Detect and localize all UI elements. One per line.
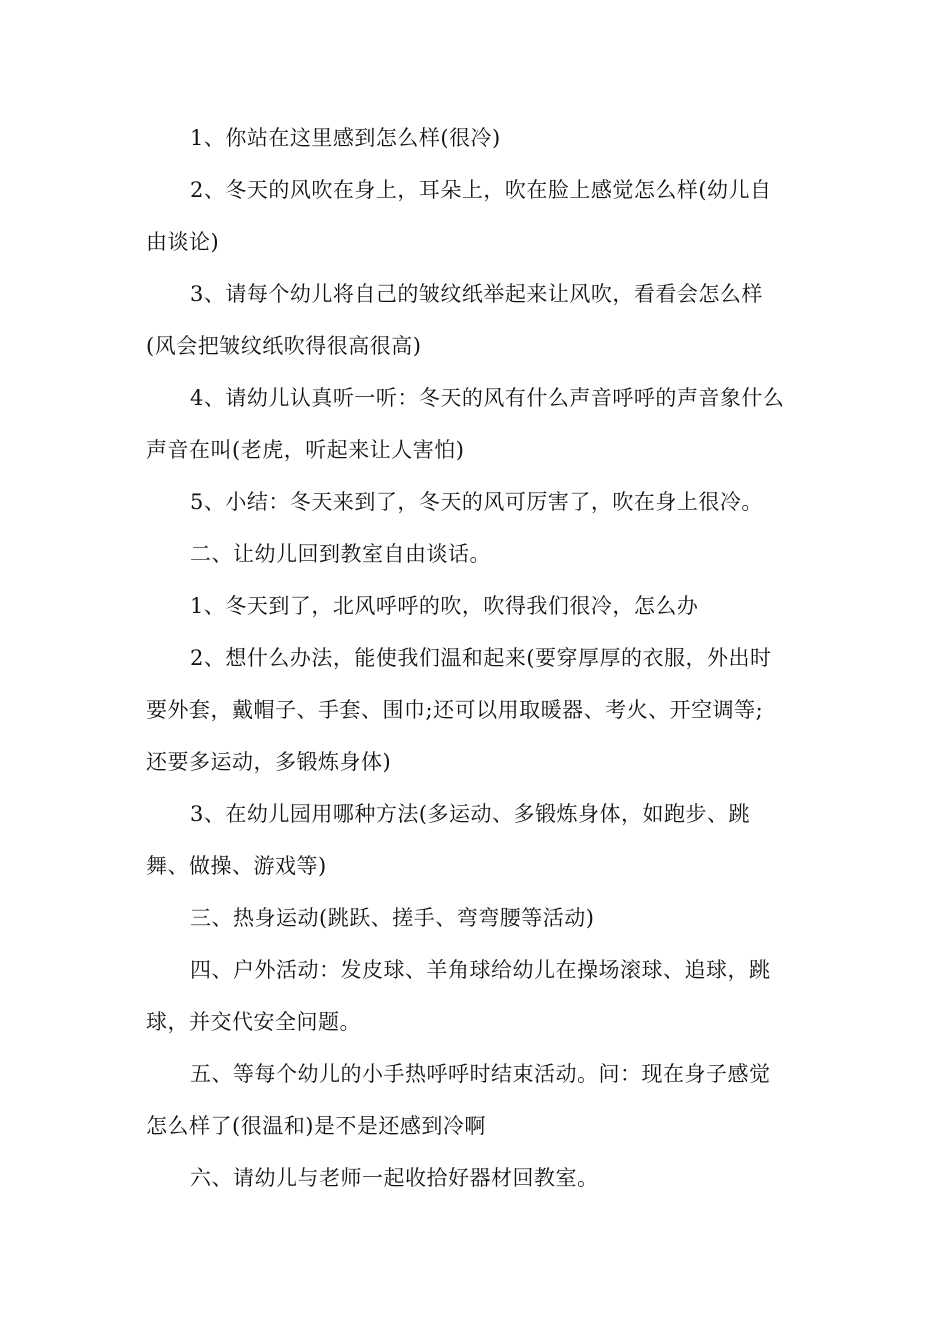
paragraph-line: 六、请幼儿与老师一起收拾好器材回教室。 bbox=[190, 1166, 599, 1190]
paragraph-line: 还要多运动，多锻炼身体) bbox=[146, 750, 392, 774]
paragraph-line: 2、想什么办法，能使我们温和起来(要穿厚厚的衣服，外出时 bbox=[190, 646, 772, 670]
paragraph-line: 二、让幼儿回到教室自由谈话。 bbox=[190, 542, 491, 566]
section-heading bbox=[146, 1048, 808, 1152]
paragraph-line: 由谈论) bbox=[146, 230, 220, 254]
paragraph-line: 3、请每个幼儿将自己的皱纹纸举起来让风吹，看看会怎么样 bbox=[190, 282, 763, 306]
paragraph-line: 1、冬天到了，北风呼呼的吹，吹得我们很冷，怎么办 bbox=[190, 594, 699, 618]
paragraph-line: 怎么样了(很温和)是不是还感到冷啊 bbox=[146, 1114, 486, 1138]
paragraph-line: 1、你站在这里感到怎么样(很冷) bbox=[190, 126, 501, 150]
paragraph bbox=[146, 476, 808, 528]
paragraph-line: 要外套，戴帽子、手套、围巾;还可以用取暖器、考火、开空调等; bbox=[146, 698, 764, 722]
paragraph-line: 3、在幼儿园用哪种方法(多运动、多锻炼身体，如跑步、跳 bbox=[190, 802, 751, 826]
section-heading bbox=[146, 944, 808, 1048]
paragraph-line: 声音在叫(老虎，听起来让人害怕) bbox=[146, 438, 465, 462]
paragraph-line: 四、户外活动：发皮球、羊角球给幼儿在操场滚球、追球，跳 bbox=[190, 958, 771, 982]
paragraph bbox=[146, 580, 808, 632]
paragraph-line: 三、热身运动(跳跃、搓手、弯弯腰等活动) bbox=[190, 906, 595, 930]
paragraph bbox=[146, 632, 808, 788]
paragraph-line: 2、冬天的风吹在身上，耳朵上，吹在脸上感觉怎么样(幼儿自 bbox=[190, 178, 772, 202]
paragraph bbox=[146, 788, 808, 892]
section-heading bbox=[146, 892, 808, 944]
paragraph-line: 舞、做操、游戏等) bbox=[146, 854, 327, 878]
paragraph-line: 五、等每个幼儿的小手热呼呼时结束活动。问：现在身子感觉 bbox=[190, 1062, 771, 1086]
paragraph-line: (风会把皱纹纸吹得很高很高) bbox=[146, 334, 422, 358]
paragraph-line: 球，并交代安全问题。 bbox=[146, 1010, 361, 1034]
paragraph-line: 4、请幼儿认真听一听：冬天的风有什么声音呼呼的声音象什么 bbox=[190, 386, 785, 410]
paragraph-line: 5、小结：冬天来到了，冬天的风可厉害了，吹在身上很冷。 bbox=[190, 490, 763, 514]
paragraph bbox=[146, 268, 808, 372]
section-heading bbox=[146, 1152, 808, 1204]
section-heading bbox=[146, 528, 808, 580]
paragraph bbox=[146, 372, 808, 476]
paragraph bbox=[146, 164, 808, 268]
paragraph bbox=[146, 112, 808, 164]
document-body bbox=[146, 112, 808, 1204]
